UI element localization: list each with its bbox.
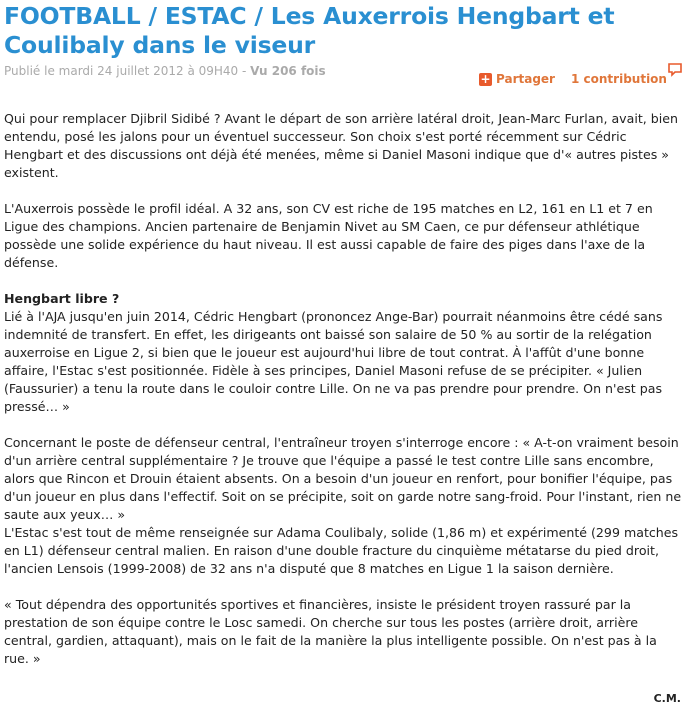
meta-separator: - [238, 64, 251, 78]
contributions-link[interactable]: 1 contribution [571, 72, 667, 86]
author-signature: C.M. [653, 692, 681, 705]
paragraph-4: Concernant le poste de défenseur central, l'entraîneur troyen s'interroge encore : « A-t-on vraiment besoin d'un arrière central supplémentaire ? Je trouve que l'équipe a passé le test contre Lille sans encombre, alors que Rincon et Drouin étaient absents. On a besoin d'un joueur en renfort, pour bonifier l'équipe, pas d'un joueur en plus dans l'effectif. Soit on se précipite, soit on garde notre sang-froid. Pour l'instant, rien ne saute aux yeux… » [4, 435, 682, 522]
article-title: FOOTBALL / ESTAC / Les Auxerrois Hengbart et Coulibaly dans le viseur [4, 2, 615, 59]
paragraph-6: « Tout dépendra des opportunités sportives et financières, insiste le président troyen rassuré par la prestation de son équipe contre le Losc samedi. On cherche sur tous les postes (arrière droit, arrière central, gardien, attaquant), mais on le fait de la manière la plus intelligente possible. On n'est pas à la rue. » [4, 597, 657, 666]
paragraph-2: L'Auxerrois possède le profil idéal. A 32 ans, son CV est riche de 195 matches en L2, 161 en L1 et 7 en Ligue des champions. Ancien partenaire de Benjamin Nivet au SM Caen, ce pur défenseur athlétique possède une solide expérience du haut niveau. Il est aussi capable de faire des piges dans l'axe de la défense. [4, 201, 653, 270]
publish-date: Publié le mardi 24 juillet 2012 à 09H40 [4, 64, 239, 78]
share-label: Partager [496, 72, 555, 86]
plus-icon: + [480, 71, 491, 86]
comment-bubble-icon[interactable] [667, 62, 683, 78]
article-meta [4, 64, 326, 78]
share-button[interactable] [479, 72, 555, 86]
subheading: Hengbart libre ? [4, 291, 120, 306]
paragraph-3: Lié à l'AJA jusqu'en juin 2014, Cédric Hengbart (prononcez Ange-Bar) pourrait néanmoins être cédé sans indemnité de transfert. En effet, les dirigeants ont baissé son salaire de 50 % au sortir de la relégation auxerroise en Ligue 2, si bien que le joueur est aujourd'hui libre de tout contrat. À l'affût d'une bonne affaire, l'Estac s'est positionnée. Fidèle à ses principes, Daniel Masoni refuse de se précipiter. « Julien (Faussurier) a tenu la route dans le couloir contre Lille. On ne va pas prendre pour prendre. On n'est pas pressé… » [4, 309, 663, 414]
paragraph-1: Qui pour remplacer Djibril Sidibé ? Avant le départ de son arrière latéral droit, Jean-Marc Furlan, avait, bien entendu, posé les jalons pour un éventuel successeur. Son choix s'est porté récemment sur Cédric Hengbart et des discussions ont déjà été menées, même si Daniel Masoni indique que d'« autres pistes » existent. [4, 111, 678, 180]
view-count: Vu 206 fois [250, 64, 326, 78]
paragraph-5: L'Estac s'est tout de même renseignée sur Adama Coulibaly, solide (1,86 m) et expérimenté (299 matches en L1) défenseur central malien. En raison d'une double fracture du cinquième métatarse du pied droit, l'ancien Lensois (1999-2008) de 32 ans n'a disputé que 8 matches en Ligue 1 la saison dernière. [4, 525, 679, 576]
article-body [4, 110, 684, 686]
